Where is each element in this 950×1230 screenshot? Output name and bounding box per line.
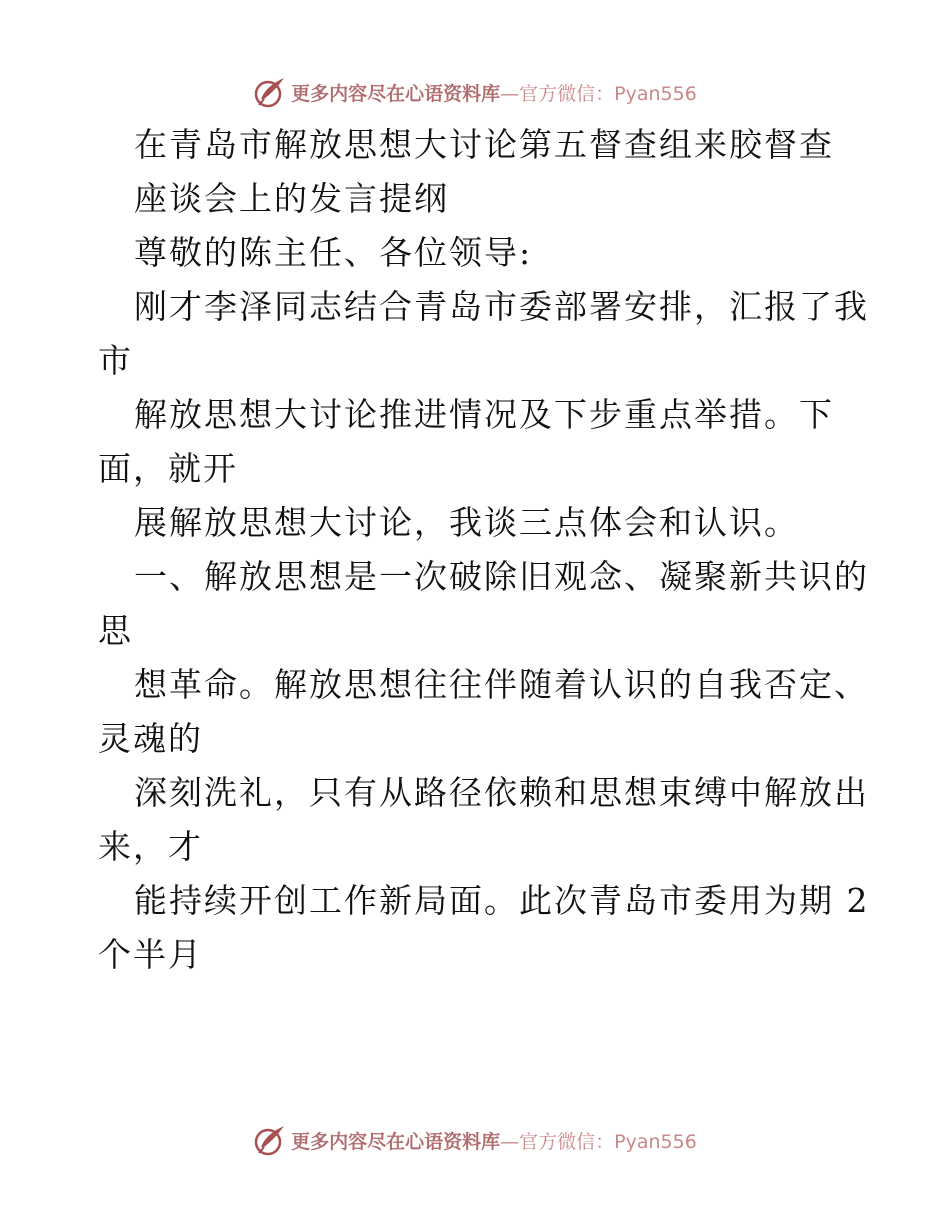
quill-logo-icon [253,1123,287,1157]
text-line: 展解放思想大讨论，我谈三点体会和认识。 [134,503,799,542]
text-line: 面，就开 [98,449,238,488]
text-line: 市 [98,341,133,380]
text-line: 一、解放思想是一次破除旧观念、凝聚新共识的 [134,557,869,596]
text-line: 思 [98,611,133,650]
text-line: 想革命。解放思想往往伴随着认识的自我否定、 [134,665,869,704]
footer-watermark [0,1120,950,1160]
text-line: 解放思想大讨论推进情况及下步重点举措。下 [134,395,834,434]
text-line: 座谈会上的发言提纲 [134,179,449,218]
watermark-main-text: 更多内容尽在心语资料库 [291,1130,501,1153]
header-watermark [0,72,950,112]
quill-logo-icon [253,75,287,109]
text-line: 灵魂的 [98,719,203,758]
text-line: 来，才 [98,827,203,866]
text-line: 深刻洗礼，只有从路径依赖和思想束缚中解放出 [134,773,869,812]
watermark-wechat-text: —官方微信：Pyan556 [500,82,697,105]
text-line: 尊敬的陈主任、各位领导: [134,233,533,272]
text-line: 能持续开创工作新局面。此次青岛市委用为期 2 [134,881,870,920]
text-line: 个半月 [98,935,203,974]
watermark-wechat-text: —官方微信：Pyan556 [500,1130,697,1153]
document-body [98,118,870,982]
text-line: 刚才李泽同志结合青岛市委部署安排，汇报了我 [134,287,869,326]
text-line: 在青岛市解放思想大讨论第五督查组来胶督查 [134,125,834,164]
watermark-main-text: 更多内容尽在心语资料库 [291,82,501,105]
